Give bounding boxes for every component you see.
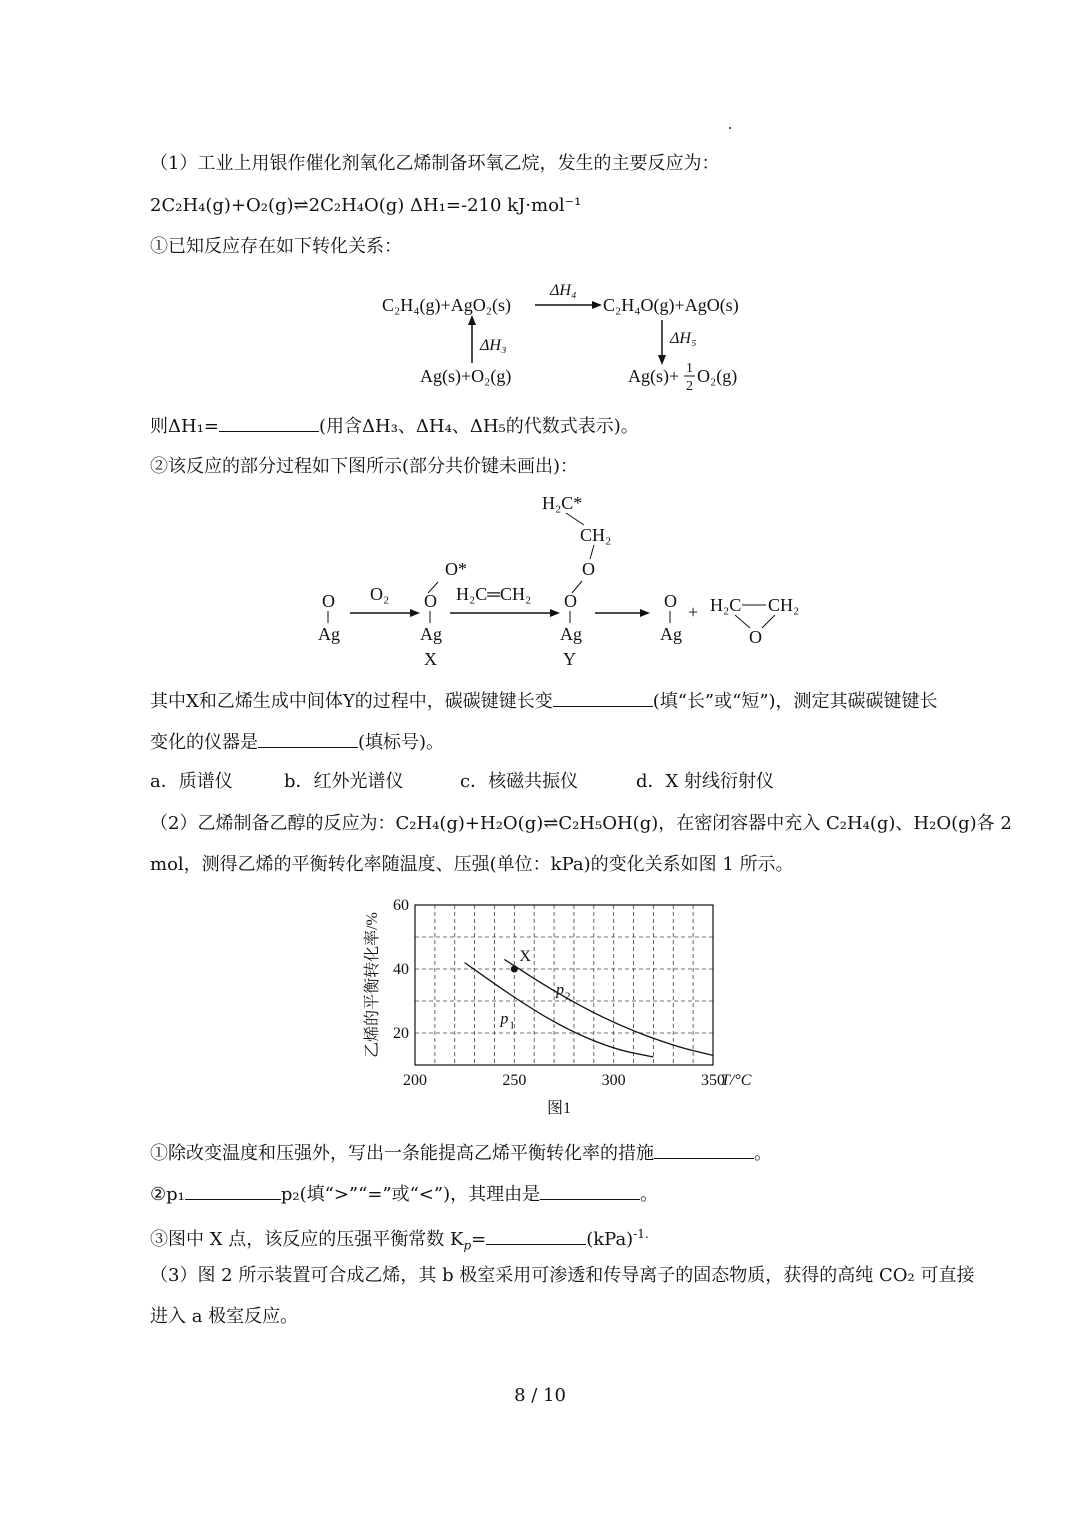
arrow-dh3-head	[468, 315, 476, 325]
thermo-cycle-diagram	[370, 275, 750, 400]
series-label-p2-sub: 2	[565, 990, 571, 1003]
series-label-p1-sub: 1	[509, 1019, 515, 1032]
answer-blank-dh1[interactable]	[219, 413, 319, 432]
mech-o-p: O	[664, 591, 677, 611]
q2-sub3-kp-sub: p	[463, 1238, 472, 1253]
q2-sub2	[150, 1181, 658, 1207]
mech-bond-y2	[590, 545, 594, 559]
q2-sub2-c: 。	[640, 1184, 659, 1205]
x-tick-label: 250	[502, 1072, 527, 1089]
mech-h2c-star: H₂C*	[542, 493, 583, 513]
cycle-top-left: C₂H₄(g)+AgO₂(s)	[382, 295, 511, 315]
mech-arrow-3-head	[640, 609, 650, 617]
series-curve-p2	[504, 959, 713, 1055]
mechanism-diagram	[310, 485, 810, 675]
mech-arrow-1-head	[410, 609, 420, 617]
q1-sub2-question-a: 其中X和乙烯生成中间体Y的过程中，碳碳键键长变	[150, 691, 553, 712]
label-dh3: ΔH₃	[480, 337, 507, 354]
page-number: 8 / 10	[514, 1385, 566, 1406]
mech-plus: +	[688, 602, 699, 622]
y-axis-label: 乙烯的平衡转化率/%	[364, 912, 381, 1058]
stray-dot	[729, 127, 731, 129]
q2-sub2-b: p₂(填“>”“=”或“<”)，其理由是	[280, 1184, 541, 1205]
x-tick-label: 350	[701, 1072, 725, 1089]
q1-sub2-question-line1	[150, 688, 938, 714]
fraction-numerator: 1	[686, 361, 693, 376]
x-tick-label: 200	[403, 1072, 427, 1089]
mech-ag-p: Ag	[660, 624, 682, 644]
mech-ethylene: H₂C═CH₂	[456, 584, 532, 604]
answer-blank-instrument[interactable]	[258, 729, 358, 748]
option-a: a．质谱仪	[150, 771, 233, 792]
epoxide-h2c: H₂C	[710, 595, 742, 615]
mech-o-x: O	[424, 591, 437, 611]
point-x-label: X	[519, 948, 531, 965]
mech-arrow-2-head	[550, 609, 560, 617]
cycle-bottom-left: Ag(s)+O₂(g)	[420, 366, 512, 386]
q1-sub1-question-b: (用含ΔH₃、ΔH₄、ΔH₅的代数式表示)。	[319, 416, 639, 437]
answer-blank-kp[interactable]	[486, 1226, 586, 1245]
q2-sub1	[150, 1140, 772, 1166]
q1-equation: 2C₂H₄(g)+O₂(g)⇌2C₂H₄O(g) ΔH₁=-210 kJ·mol⁻¹	[150, 195, 582, 216]
mech-ag-x: Ag	[420, 624, 442, 644]
y-tick-label: 60	[393, 897, 409, 914]
mech-o-star: O*	[445, 559, 467, 579]
mech-ch2: CH₂	[580, 525, 612, 545]
cycle-bottom-right: Ag(s)+	[628, 366, 680, 386]
q2-sub3	[150, 1222, 649, 1258]
q3-line1: （3）图 2 所示装置可合成乙烯，其 b 极室采用可渗透和传导离子的固态物质，获得的高纯 CO₂ 可直接	[150, 1265, 975, 1286]
q1-sub2-question-c: 变化的仪器是	[150, 732, 258, 753]
y-tick-label: 40	[393, 961, 409, 978]
mech-o-y-top: O	[582, 559, 595, 579]
answer-blank-compare[interactable]	[185, 1181, 281, 1200]
series-curve-p1	[465, 963, 654, 1057]
figure-caption: 图1	[546, 1100, 572, 1117]
point-x-marker	[511, 966, 518, 973]
q2-sub3-eq: =	[471, 1229, 487, 1250]
cycle-top-right: C₂H₄O(g)+AgO(s)	[603, 295, 739, 315]
q2-sub3-sup: -1.	[633, 1227, 649, 1241]
cycle-bottom-right-tail: O₂(g)	[697, 366, 738, 386]
mech-label-y: Y	[563, 649, 576, 669]
q2-sub3-b: (kPa)	[586, 1229, 634, 1250]
option-c: c．核磁共振仪	[460, 771, 579, 792]
series-label-p2: p	[556, 981, 565, 999]
q2-intro-line1: （2）乙烯制备乙醇的反应为：C₂H₄(g)+H₂O(g)⇌C₂H₅OH(g)，在密闭容器中充入 C₂H₄(g)、H₂O(g)各 2	[150, 813, 1012, 834]
option-d: d．X 射线衍射仪	[636, 771, 775, 792]
mech-ag-1: Ag	[318, 624, 340, 644]
mech-o2-label: O₂	[370, 584, 390, 604]
label-dh4: ΔH₄	[550, 282, 577, 299]
q1-sub1-question	[150, 413, 639, 439]
q1-sub2-question-d: (填标号)。	[358, 732, 445, 753]
q1-intro: （1）工业上用银作催化剂氧化乙烯制备环氧乙烷，发生的主要反应为：	[150, 153, 720, 174]
x-axis-label: T/°C	[721, 1072, 752, 1089]
q2-sub3-a: ③图中 X 点，该反应的压强平衡常数 K	[150, 1229, 464, 1250]
q2-sub1-b: 。	[754, 1143, 772, 1164]
label-dh5: ΔH₅	[670, 330, 697, 347]
epoxide-o: O	[749, 627, 762, 647]
option-b: b．红外光谱仪	[284, 771, 404, 792]
q1-sub1-question-a: 则ΔH₁=	[150, 416, 219, 437]
y-tick-label: 20	[393, 1025, 409, 1042]
q1-options	[150, 770, 774, 794]
q1-sub2-question-line2	[150, 729, 444, 755]
epoxide-co-bond-1	[735, 615, 750, 628]
mech-o-y: O	[564, 591, 577, 611]
fraction-denominator: 2	[686, 379, 693, 394]
answer-blank-reason[interactable]	[540, 1181, 640, 1200]
mech-o-1: O	[322, 591, 335, 611]
q1-sub1-intro: ①已知反应存在如下转化关系：	[150, 236, 402, 257]
mech-ag-y: Ag	[560, 624, 582, 644]
mech-bond-y1	[566, 513, 584, 525]
x-tick-label: 300	[601, 1072, 626, 1089]
series-label-p1: p	[500, 1010, 509, 1028]
q2-intro-line2: mol，测得乙烯的平衡转化率随温度、压强(单位：kPa)的变化关系如图 1 所示。	[150, 854, 794, 875]
mech-label-x: X	[424, 649, 437, 669]
q2-sub2-a: ②p₁	[150, 1184, 185, 1205]
q1-sub2-question-b: (填“长”或“短”)，测定其碳碳键键长	[652, 691, 938, 712]
answer-blank-measure[interactable]	[654, 1140, 754, 1159]
epoxide-ch2: CH₂	[768, 595, 800, 615]
q1-sub2-intro: ②该反应的部分过程如下图所示(部分共价键未画出)：	[150, 456, 579, 477]
epoxide-co-bond-2	[762, 615, 775, 628]
q2-sub1-a: ①除改变温度和压强外，写出一条能提高乙烯平衡转化率的措施	[150, 1143, 654, 1164]
arrow-dh4-head	[592, 301, 602, 309]
arrow-dh5-head	[658, 355, 666, 365]
answer-blank-bond-length[interactable]	[553, 688, 653, 707]
q3-line2: 进入 a 极室反应。	[150, 1306, 299, 1327]
equilibrium-conversion-chart	[355, 890, 775, 1130]
